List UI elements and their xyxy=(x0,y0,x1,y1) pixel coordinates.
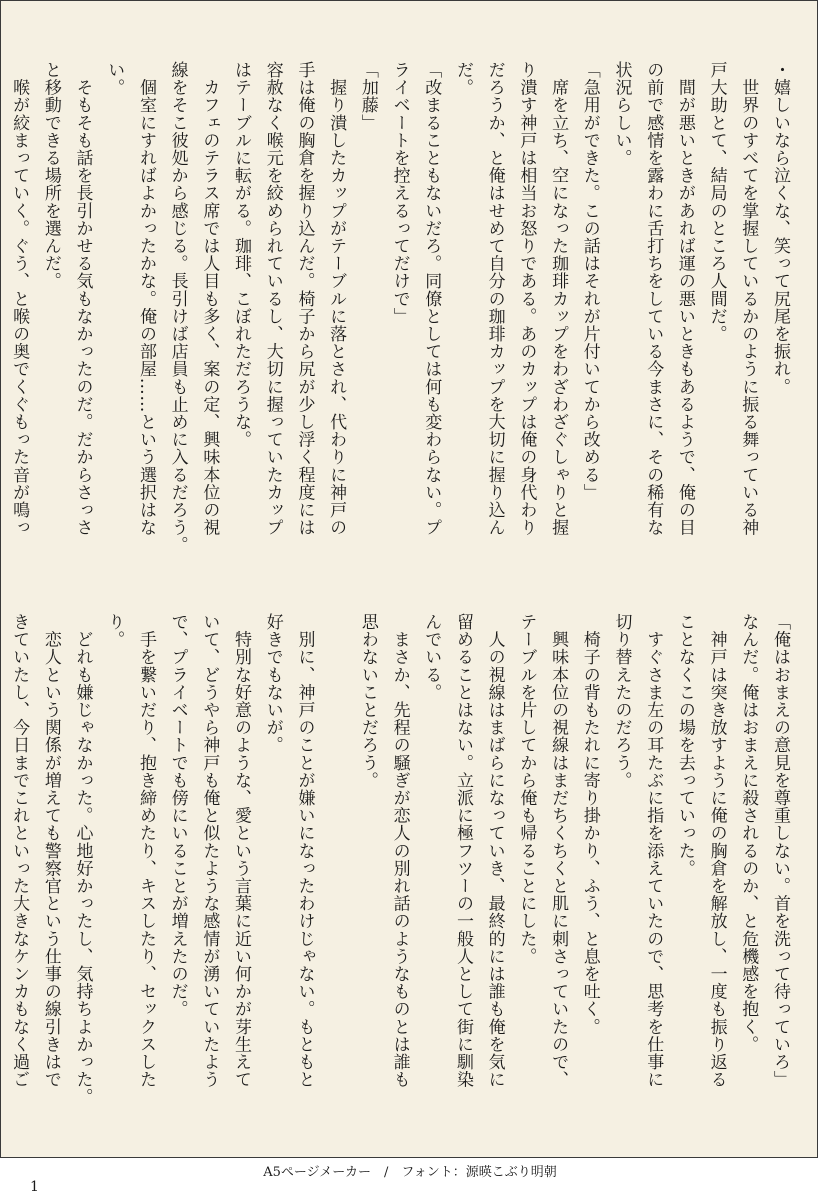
text-line: 椅子の背もたれに寄り掛かり、ふう、と息を吐く。 xyxy=(579,613,600,1036)
text-line: 「改まることもないだろ。同僚としては何も変わらない。プ xyxy=(421,61,442,537)
text-line: り潰す神戸は相当お怒りである。あのカップは俺の身代わり xyxy=(516,61,537,537)
text-line: 容赦なく喉元を絞められているし、大切に握っていたカップ xyxy=(262,61,283,537)
text-block-top xyxy=(9,61,795,561)
text-line: 個室にすればよかったかな。俺の部屋……という選択はな xyxy=(135,61,156,537)
text-line: 興味本位の視線はまだちくちくと肌に刺さっていたので、 xyxy=(548,613,569,1089)
text-line: 状況らしい。 xyxy=(611,61,632,167)
text-line: 別に、神戸のことが嫌いになったわけじゃない。もともと xyxy=(294,613,315,1089)
text-line: 手は俺の胸倉を握り込んだ。椅子から尻が少し浮く程度には xyxy=(294,61,315,537)
text-line: 「俺はおまえの意見を尊重しない。首を洗って待っていろ」 xyxy=(770,613,790,1089)
text-line: 思わないことだろう。 xyxy=(357,613,378,789)
text-block-bottom xyxy=(9,613,795,1113)
text-line: だろうか、と俺はせめて自分の珈琲カップを大切に握り込ん xyxy=(484,61,505,537)
text-line: 間が悪いときがあれば運の悪いときもあるようで、俺の目 xyxy=(674,61,695,537)
text-line: いて、どうやら神戸も俺と似たような感情が湧いていたよう xyxy=(199,613,220,1089)
text-line: ライベートを控えるってだけで」 xyxy=(389,61,410,325)
text-line: い。 xyxy=(104,61,125,97)
text-line: 「加藤」 xyxy=(357,61,378,132)
text-line xyxy=(319,613,351,1113)
page-footer xyxy=(0,1158,820,1200)
text-line: 好きでもないが。 xyxy=(262,613,283,754)
text-line: カフェのテラス席では人目も多く、案の定、興味本位の視 xyxy=(199,61,220,537)
text-line: り。 xyxy=(104,613,125,649)
text-line: 切り替えたのだろう。 xyxy=(611,613,632,789)
text-line: なんだ。俺はおまえに殺されるのか、と危機感を抱く。 xyxy=(738,613,759,1053)
text-line: どれも嫌じゃなかった。心地好かったし、気持ちよかった。 xyxy=(72,613,93,1106)
text-line: だ。 xyxy=(452,61,473,97)
text-line: 握り潰したカップがテーブルに落とされ、代わりに神戸の xyxy=(326,61,347,537)
text-line: ・嬉しいなら泣くな、笑って尻尾を振れ。 xyxy=(770,61,790,396)
text-line: 留めることはない。立派に極フツーの一般人として街に馴染 xyxy=(452,613,473,1089)
text-line: ことなくこの場を去っていった。 xyxy=(674,613,695,877)
text-line: 世界のすべてを掌握しているかのように振る舞っている神 xyxy=(738,61,759,537)
text-line: 戸大助とて、結局のところ人間だ。 xyxy=(706,61,727,343)
text-line: と移動できる場所を選んだ。 xyxy=(40,61,61,290)
text-line: すぐさま左の耳たぶに指を添えていたので、思考を仕事に xyxy=(643,613,664,1089)
text-line: で、プライベートでも傍にいることが増えたのだ。 xyxy=(167,613,188,1018)
text-line: 神戸は突き放すように俺の胸倉を解放し、一度も振り返る xyxy=(706,613,727,1089)
text-line: んでいる。 xyxy=(421,613,442,701)
page-number: 1 xyxy=(30,1179,39,1195)
text-line: 「急用ができた。この話はそれが片付いてから改める」 xyxy=(579,61,600,501)
text-line: 喉が絞まっていく。ぐう、と喉の奥でくぐもった音が鳴っ xyxy=(9,61,30,537)
text-line: 席を立ち、空になった珈琲カップをわざわざぐしゃりと握 xyxy=(548,61,569,537)
text-line: 特別な好意のような、愛という言葉に近い何かが芽生えて xyxy=(231,613,252,1089)
text-line: まさか、先程の騒ぎが恋人の別れ話のようなものとは誰も xyxy=(389,613,410,1089)
text-line: はテーブルに転がる。珈琲、こぼれただろうな。 xyxy=(231,61,252,449)
footer-credit: A5ページメーカー / フォント：源暎こぶり明朝 xyxy=(263,1165,557,1180)
text-line: テーブルを片してから俺も帰ることにした。 xyxy=(516,613,537,965)
text-line: 線をそこ彼処から感じる。長引けば店員も止めに入るだろう。 xyxy=(167,61,188,554)
text-line: そもそも話を長引かせる気もなかったのだ。だからさっさ xyxy=(72,61,93,537)
text-line: 手を繋いだり、抱き締めたり、キスしたり、セックスした xyxy=(135,613,156,1089)
text-line: 人の視線はまばらになっていき、最終的には誰も俺を気に xyxy=(484,613,505,1089)
text-line: の前で感情を露わに舌打ちをしている今まさに、その稀有な xyxy=(643,61,664,537)
text-line: 恋人という関係が増えても警察官という仕事の線引きはで xyxy=(40,613,61,1089)
text-line: きていたし、今日までこれといった大きなケンカもなく過ご xyxy=(9,613,30,1089)
